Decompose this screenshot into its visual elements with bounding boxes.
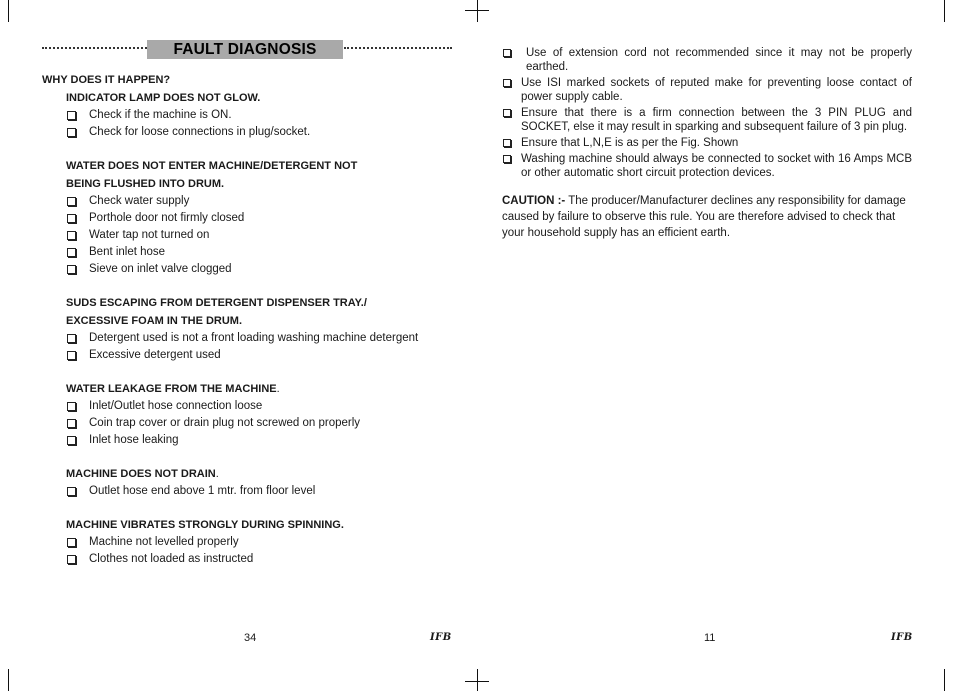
- crop-mark: [944, 669, 945, 691]
- crop-mark: [465, 10, 489, 11]
- list-item: Excessive detergent used: [66, 347, 452, 364]
- checkbox-icon: [67, 555, 76, 564]
- checkbox-icon: [503, 139, 511, 147]
- list-item: Ensure that there is a firm connection between the 3 PIN PLUG and SOCKET, else it may result in sparking and subsequent failure of 3 pin plug.: [502, 106, 912, 134]
- page-number: 34: [244, 632, 257, 644]
- crop-mark: [477, 669, 478, 691]
- checkbox-icon: [67, 128, 76, 137]
- header-dotted-rule: [344, 47, 452, 49]
- list-item: Check water supply: [66, 193, 452, 210]
- checkbox-icon: [503, 109, 511, 117]
- checkbox-icon: [503, 49, 511, 57]
- crop-mark: [465, 681, 489, 682]
- caution-text: The producer/Manufacturer declines any responsibility for damage caused by failure to observe this rule. You are therefore advised to check that your household supply has an efficient earth.: [502, 195, 906, 239]
- header-dotted-rule: [42, 47, 147, 49]
- checkbox-icon: [67, 436, 76, 445]
- checkbox-icon: [67, 231, 76, 240]
- section-title: WATER LEAKAGE FROM THE MACHINE.: [66, 383, 280, 395]
- list-item: Ensure that L,N,E is as per the Fig. Shown: [502, 136, 912, 150]
- list-item: Detergent used is not a front loading washing machine detergent: [66, 330, 419, 347]
- checkbox-icon: [67, 402, 76, 411]
- caution-note: [502, 193, 912, 241]
- checkbox-icon: [67, 419, 76, 428]
- fault-section: [66, 465, 452, 500]
- checkbox-icon: [67, 538, 76, 547]
- fault-section: [66, 380, 452, 449]
- section-title-line2: EXCESSIVE FOAM IN THE DRUM.: [66, 315, 243, 327]
- crop-mark: [8, 0, 9, 22]
- list-item: Inlet hose leaking: [66, 432, 452, 449]
- list-item: Coin trap cover or drain plug not screwed on properly: [66, 415, 452, 432]
- checkbox-icon: [67, 111, 76, 120]
- crop-mark: [477, 0, 478, 22]
- checkbox-icon: [67, 351, 76, 360]
- section-title: SUDS ESCAPING FROM DETERGENT DISPENSER TRAY./: [66, 297, 367, 309]
- fault-diagnosis-column: [42, 72, 452, 568]
- page-number: 11: [704, 632, 716, 644]
- brand-logo: IFB: [430, 632, 452, 643]
- checkbox-icon: [67, 487, 76, 496]
- section-title: WATER DOES NOT ENTER MACHINE/DETERGENT NOT: [66, 160, 358, 172]
- checkbox-icon: [67, 248, 76, 257]
- subheading: WHY DOES IT HAPPEN?: [42, 74, 171, 86]
- list-item: Water tap not turned on: [66, 227, 452, 244]
- page-title: FAULT DIAGNOSIS: [147, 40, 343, 59]
- list-item: Use ISI marked sockets of reputed make for preventing loose contact of power supply cable.: [502, 76, 912, 104]
- list-item: Clothes not loaded as instructed: [66, 551, 452, 568]
- fault-section: [66, 157, 452, 278]
- checkbox-icon: [503, 79, 511, 87]
- checkbox-icon: [67, 197, 76, 206]
- section-title: MACHINE VIBRATES STRONGLY DURING SPINNING.: [66, 519, 344, 531]
- section-title: MACHINE DOES NOT DRAIN.: [66, 468, 219, 480]
- list-item: Bent inlet hose: [66, 244, 452, 261]
- list-item: Check if the machine is ON.: [66, 107, 452, 124]
- fault-section: [66, 516, 452, 568]
- safety-notes-column: [502, 46, 912, 241]
- list-item: Washing machine should always be connected to socket with 16 Amps MCB or other automatic short circuit protection devices.: [502, 152, 912, 180]
- crop-mark: [944, 0, 945, 22]
- section-title: INDICATOR LAMP DOES NOT GLOW.: [66, 92, 261, 104]
- checkbox-icon: [67, 334, 76, 343]
- list-item: Check for loose connections in plug/socket.: [66, 124, 452, 141]
- caution-label: CAUTION :-: [502, 195, 566, 207]
- fault-section: [66, 294, 452, 364]
- checkbox-icon: [67, 265, 76, 274]
- list-item: Outlet hose end above 1 mtr. from floor level: [66, 483, 452, 500]
- list-item: Porthole door not firmly closed: [66, 210, 452, 227]
- checkbox-icon: [503, 155, 511, 163]
- crop-mark: [8, 669, 9, 691]
- list-item: Use of extension cord not recommended since it may not be properly earthed.: [502, 46, 912, 74]
- checkbox-icon: [67, 214, 76, 223]
- list-item: Machine not levelled properly: [66, 534, 452, 551]
- list-item: Sieve on inlet valve clogged: [66, 261, 452, 278]
- fault-section: [66, 89, 452, 141]
- section-title-line2: BEING FLUSHED INTO DRUM.: [66, 178, 225, 190]
- list-item: Inlet/Outlet hose connection loose: [66, 398, 452, 415]
- brand-logo: IFB: [891, 632, 913, 643]
